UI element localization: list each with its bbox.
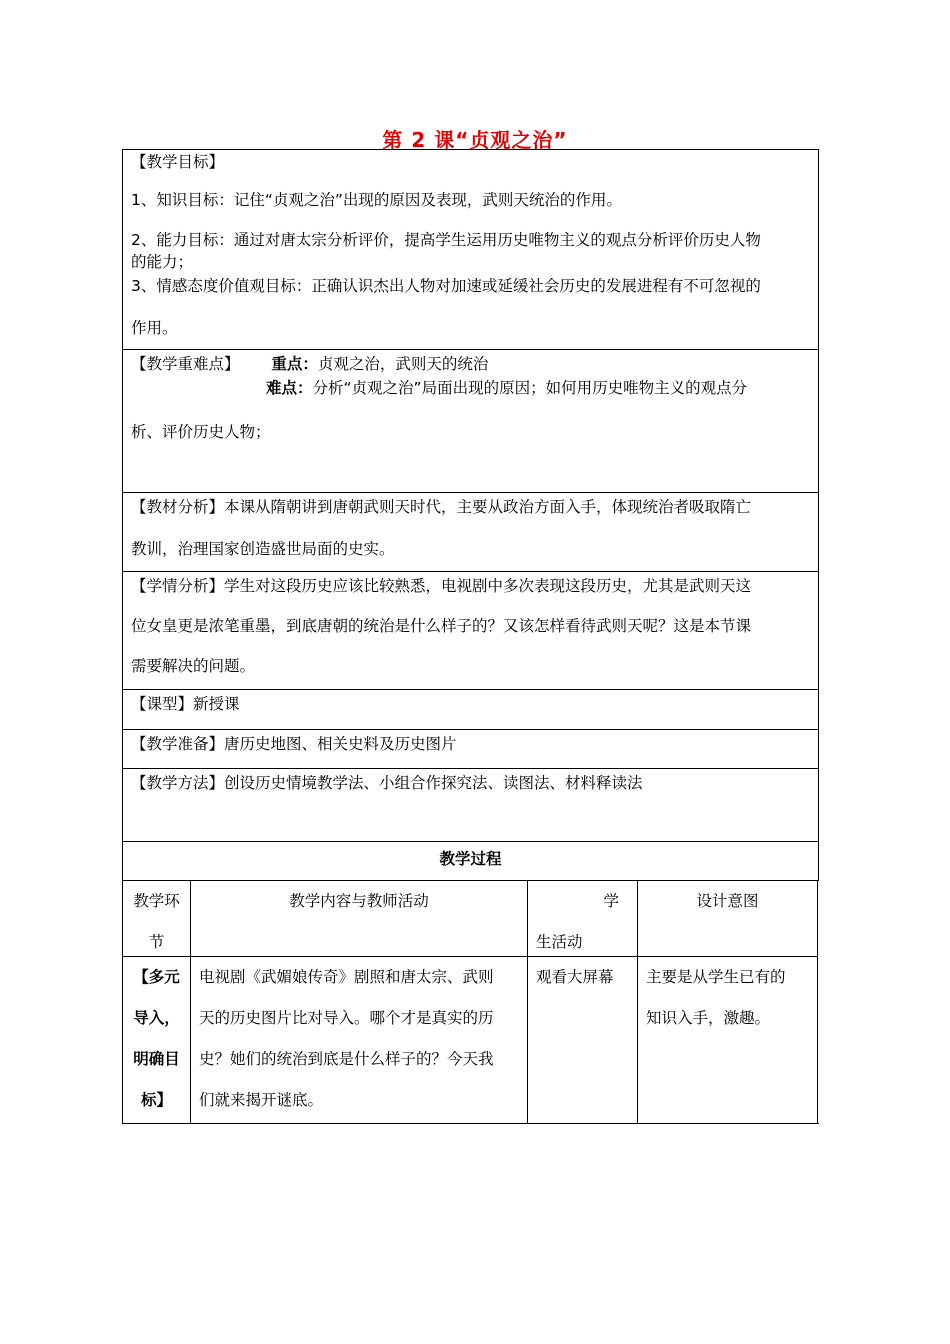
key-text: 贞观之治，武则天的统治 <box>317 355 489 373</box>
lesson-type-section <box>122 689 819 729</box>
header-stage-line2: 节 <box>148 933 165 951</box>
row1-stage <box>123 957 191 1123</box>
header-intent: 设计意图 <box>638 881 818 957</box>
difficult-text: 分析“贞观之治”局面出现的原因；如何用历史唯物主义的观点分 <box>312 379 748 397</box>
difficult-label: 难点： <box>266 379 313 397</box>
teaching-goals-section <box>122 149 819 349</box>
header-content: 教学内容与教师活动 <box>191 881 528 957</box>
row1-content-line: 电视剧《武媚娘传奇》剧照和唐太宗、武则 <box>199 968 494 986</box>
lesson-type: 【课型】新授课 <box>131 695 240 713</box>
row1-stage-line: 明确目 <box>133 1050 180 1068</box>
students-line1: 【学情分析】学生对这段历史应该比较熟悉，电视剧中多次表现这段历史，尤其是武则天这 <box>131 577 752 595</box>
key-label: 重点： <box>271 355 318 373</box>
key-difficult-points-section <box>122 349 819 492</box>
lesson-plan-table <box>122 149 819 1124</box>
row1-content-line: 史？她们的统治到底是什么样子的？今天我 <box>199 1050 494 1068</box>
row1-stage-line: 【多元 <box>133 968 180 986</box>
process-heading-text: 教学过程 <box>439 850 502 868</box>
goal-ability-line1: 2、能力目标：通过对唐太宗分析评价，提高学生运用历史唯物主义的观点分析评价历史人物 <box>131 231 761 249</box>
header-stage-line1: 教学环 <box>133 892 180 910</box>
row1-intent-line: 主要是从学生已有的 <box>646 968 786 986</box>
goal-knowledge: 1、知识目标：记住“贞观之治”出现的原因及表现，武则天统治的作用。 <box>131 191 622 209</box>
row1-intent <box>638 957 818 1123</box>
row1-content-line: 天的历史图片比对导入。哪个才是真实的历 <box>199 1009 494 1027</box>
material-line1: 【教材分析】本课从隋朝讲到唐朝武则天时代，主要从政治方面入手，体现统治者吸取隋亡 <box>131 498 752 516</box>
goal-values-line2: 作用。 <box>131 319 178 337</box>
difficult-text-cont: 析、评价历史人物； <box>131 423 271 441</box>
header-student <box>528 881 638 957</box>
keypoints-heading: 【教学重难点】 <box>131 355 240 373</box>
row1-student <box>528 957 638 1123</box>
goal-values-line1: 3、情感态度价值观目标：正确认识杰出人物对加速或延缓社会历史的发展进程有不可忽视的 <box>131 277 761 295</box>
goals-heading: 【教学目标】 <box>131 153 225 171</box>
page-title: 第 2 课“贞观之治” <box>382 128 568 152</box>
method: 【教学方法】创设历史情境教学法、小组合作探究法、读图法、材料释读法 <box>131 774 643 792</box>
teaching-process-heading <box>122 841 819 880</box>
preparation-section <box>122 729 819 768</box>
row1-intent-line: 知识入手，激趣。 <box>646 1009 771 1027</box>
goal-ability-line2: 的能力； <box>131 253 194 271</box>
method-section <box>122 768 819 841</box>
row1-content <box>191 957 528 1123</box>
row1-stage-line: 导入， <box>133 1009 180 1027</box>
students-line2: 位女皇更是浓笔重墨，到底唐朝的统治是什么样子的？又该怎样看待武则天呢？这是本节课 <box>131 617 752 635</box>
preparation: 【教学准备】唐历史地图、相关史料及历史图片 <box>131 735 457 753</box>
header-student-line2: 生活动 <box>536 933 583 951</box>
process-table <box>122 880 819 1124</box>
students-line3: 需要解决的问题。 <box>131 657 256 675</box>
header-stage <box>123 881 191 957</box>
row1-student-text: 观看大屏幕 <box>536 968 614 986</box>
material-analysis-section <box>122 492 819 571</box>
material-line2: 教训，治理国家创造盛世局面的史实。 <box>131 540 395 558</box>
student-analysis-section <box>122 571 819 689</box>
header-student-line1: 学 <box>603 892 619 910</box>
row1-stage-line: 标】 <box>140 1091 172 1109</box>
row1-content-line: 们就来揭开谜底。 <box>199 1091 324 1109</box>
